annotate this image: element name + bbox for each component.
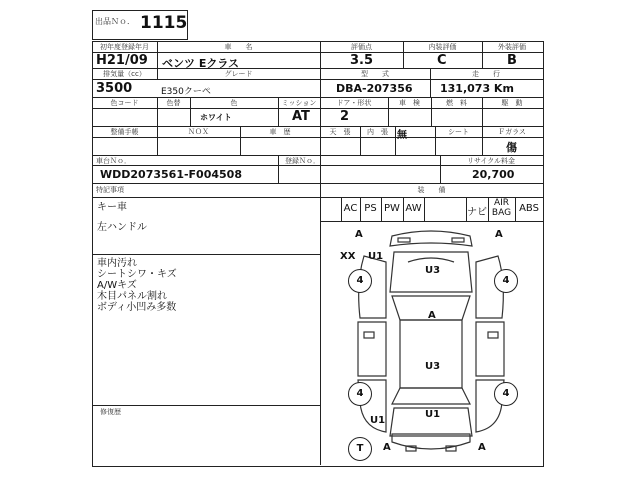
- interior-score-label: 内装評価: [428, 43, 457, 51]
- mileage-value: 131,073 Km: [440, 82, 514, 95]
- first-reg-label: 初年度登録年月: [100, 43, 149, 51]
- equipment-label: 装 備: [417, 186, 446, 194]
- exterior-score-value: B: [507, 53, 517, 68]
- transmission-label: ミッション: [281, 99, 317, 107]
- inspector-note-4: 木目パネル割れ: [97, 291, 167, 302]
- inspection-label: 車 検: [399, 99, 420, 107]
- color-label: 色: [230, 99, 238, 107]
- displacement-value: 3500: [96, 81, 133, 96]
- history-label: 車 歴: [269, 128, 291, 136]
- tire-front-right: 4: [494, 269, 518, 293]
- grade-value: E350クーペ: [161, 87, 211, 97]
- color-code-label: 色コード: [110, 99, 139, 107]
- grade-label: グレード: [224, 70, 253, 78]
- tire-front-left: 4: [348, 269, 372, 293]
- damage-bonnet: U3: [425, 265, 441, 276]
- inspector-note-2: シートシワ・キズ: [97, 269, 177, 280]
- model-value: DBA-207356: [336, 82, 413, 95]
- damage-bumper-1: XX: [340, 251, 356, 262]
- spare-tire: T: [348, 437, 372, 461]
- damage-trunk: U1: [425, 409, 441, 420]
- lot-number: 1115: [140, 13, 188, 33]
- inspector-note-1: 車内汚れ: [97, 258, 137, 269]
- damage-front-right: A: [495, 229, 503, 240]
- equip-pw: PW: [384, 203, 400, 214]
- score-label: 評価点: [351, 43, 372, 51]
- transmission-value: AT: [292, 109, 310, 124]
- seat-label: シート: [448, 128, 469, 136]
- equip-ps: PS: [364, 203, 377, 214]
- equip-navi: ナビ: [467, 207, 487, 218]
- mileage-label: 走 行: [472, 70, 500, 78]
- damage-rear-bumper-right: A: [478, 442, 486, 453]
- equip-aw: AW: [405, 203, 422, 214]
- chassis-label: 車台Ｎｏ．: [96, 157, 131, 165]
- car-name-value: ベンツ Eクラス: [162, 57, 240, 70]
- inspector-note-5: ボディ小凹み多数: [97, 302, 177, 313]
- interior-type-label: 内 張: [367, 128, 388, 136]
- recycle-value: 20,700: [472, 168, 515, 181]
- color-value: ホワイト: [200, 113, 232, 122]
- damage-bumper-2: U1: [368, 251, 384, 262]
- equip-airbag: AIR BAG: [491, 198, 512, 218]
- nox-label: ＮＯＸ: [188, 128, 209, 136]
- manual-label: 整備手帳: [110, 128, 139, 136]
- model-label: 型 式: [361, 70, 389, 78]
- interior-score-value: C: [437, 53, 447, 68]
- chassis-value: WDD2073561-F004508: [100, 168, 242, 181]
- damage-rear-left: U1: [370, 415, 386, 426]
- damage-roof: U3: [425, 361, 441, 372]
- interior-type-value: 無: [397, 130, 407, 141]
- tire-rear-right: 4: [494, 382, 518, 406]
- damage-windshield: A: [428, 310, 436, 321]
- tire-rear-left: 4: [348, 382, 372, 406]
- special-note-1: キー車: [97, 202, 127, 213]
- drive-label: 駆 動: [501, 99, 523, 107]
- paint-change-label: 色替: [166, 99, 181, 107]
- repair-history-label: 修復歴: [100, 408, 121, 416]
- doors-value: 2: [340, 109, 350, 124]
- special-note-2: 左ハンドル: [97, 222, 147, 233]
- lot-number-label: 出品Ｎｏ．: [95, 17, 135, 26]
- glass-value: 傷: [506, 141, 517, 154]
- first-reg-value: H21/09: [96, 53, 148, 68]
- sunroof-label: 天 張: [329, 128, 351, 136]
- score-value: 3.5: [350, 53, 374, 68]
- damage-front-left: A: [355, 229, 363, 240]
- displacement-label: 排気量（cc）: [103, 70, 146, 78]
- equipment-grid: [320, 197, 543, 221]
- doors-label: ドア・形状: [336, 99, 372, 107]
- glass-label: Ｆガラス: [498, 128, 526, 136]
- fuel-label: 燃 料: [446, 99, 467, 107]
- registration-label: 登録Ｎｏ．: [285, 157, 320, 165]
- exterior-score-label: 外装評価: [498, 43, 526, 51]
- special-notes-label: 特記事項: [96, 186, 124, 194]
- recycle-label: リサイクル料金: [466, 157, 516, 165]
- inspector-note-3: A/Wキズ: [97, 280, 137, 291]
- equip-abs: ABS: [519, 203, 539, 214]
- equip-ac: AC: [343, 203, 358, 214]
- damage-rear-bumper-left: A: [383, 442, 391, 453]
- car-name-label: 車 名: [224, 43, 253, 51]
